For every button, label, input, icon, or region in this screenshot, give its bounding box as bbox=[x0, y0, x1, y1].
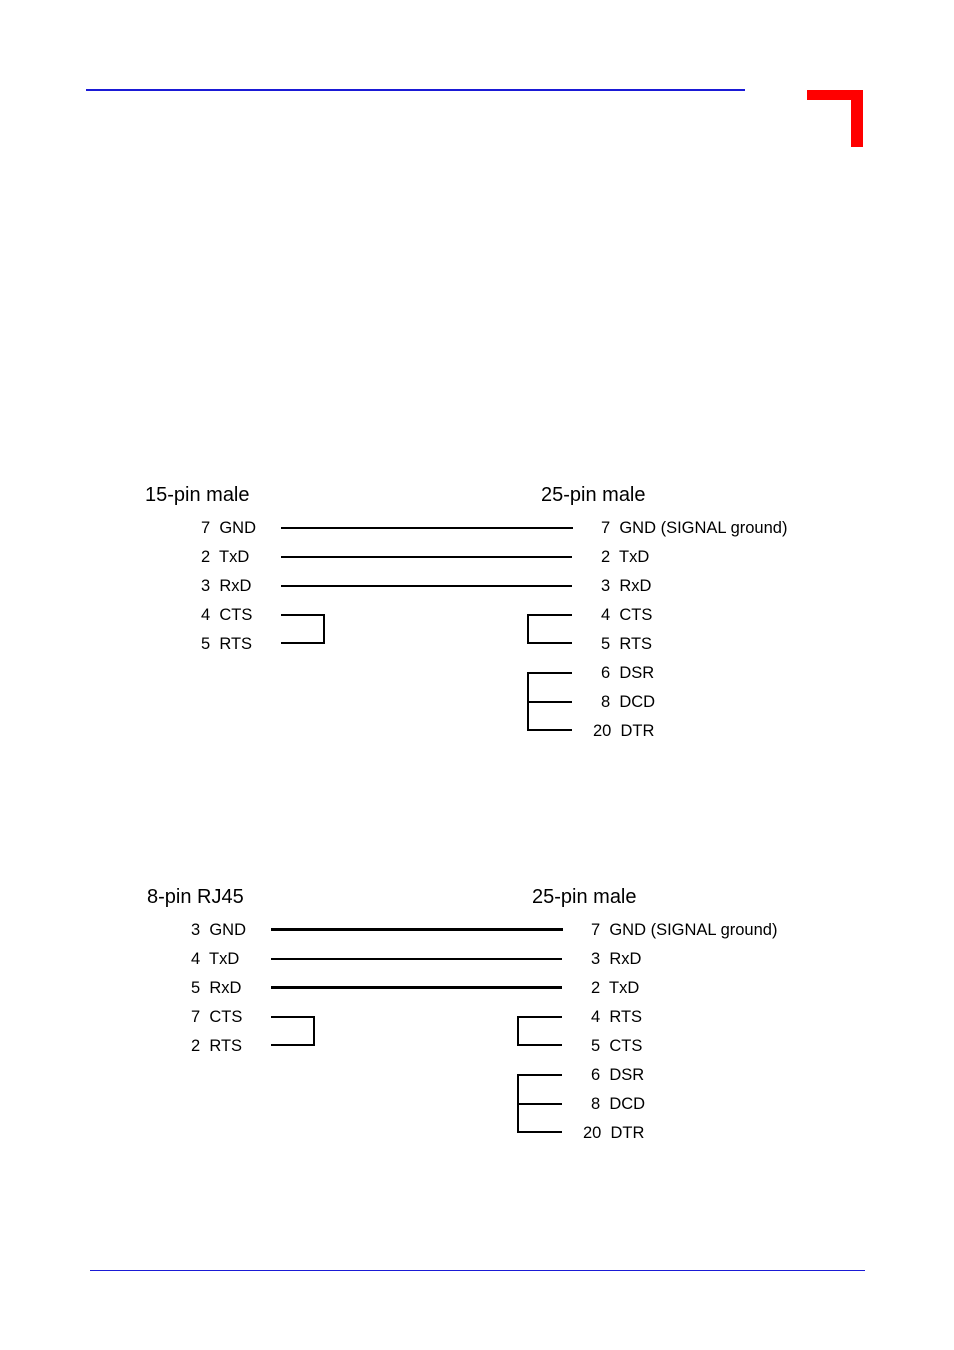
left-connector-header: 8-pin RJ45 bbox=[147, 886, 244, 908]
loopback-right-cts-rts bbox=[527, 614, 572, 644]
left-pin-label: 3 GND bbox=[191, 921, 247, 939]
left-pin-label: 2 RTS bbox=[191, 1037, 243, 1055]
right-pin-label: 7 GND (SIGNAL ground) bbox=[591, 921, 778, 939]
right-pin-label: 2 TxD bbox=[591, 979, 640, 997]
left-pin-label: 5 RxD bbox=[191, 979, 242, 997]
loopback-left bbox=[281, 614, 325, 644]
bottom-rule bbox=[90, 1270, 865, 1271]
wire-dcd-tap bbox=[527, 701, 572, 703]
right-pin-label: 20 DTR bbox=[593, 722, 655, 740]
right-connector-header: 25-pin male bbox=[541, 484, 646, 506]
wire-gnd bbox=[281, 527, 573, 529]
wire-rxd bbox=[271, 986, 562, 989]
wire-txd bbox=[271, 958, 562, 960]
right-pin-label: 4 CTS bbox=[601, 606, 653, 624]
left-pin-label: 3 RxD bbox=[201, 577, 252, 595]
right-connector-header: 25-pin male bbox=[532, 886, 637, 908]
left-pin-label: 2 TxD bbox=[201, 548, 250, 566]
left-connector-header: 15-pin male bbox=[145, 484, 250, 506]
left-pin-label: 4 CTS bbox=[201, 606, 253, 624]
right-pin-label: 8 DCD bbox=[601, 693, 656, 711]
right-pin-label: 20 DTR bbox=[583, 1124, 645, 1142]
right-pin-label: 3 RxD bbox=[591, 950, 642, 968]
loopback-right-rts-cts bbox=[517, 1016, 562, 1046]
right-pin-label: 6 DSR bbox=[591, 1066, 645, 1084]
right-pin-label: 2 TxD bbox=[601, 548, 650, 566]
loopback-left bbox=[271, 1016, 315, 1046]
wire-txd bbox=[281, 556, 572, 558]
right-pin-label: 7 GND (SIGNAL ground) bbox=[601, 519, 788, 537]
left-pin-label: 5 RTS bbox=[201, 635, 253, 653]
right-pin-label: 5 RTS bbox=[601, 635, 653, 653]
right-pin-label: 4 RTS bbox=[591, 1008, 643, 1026]
right-pin-label: 6 DSR bbox=[601, 664, 655, 682]
right-pin-label: 8 DCD bbox=[591, 1095, 646, 1113]
wire-rxd bbox=[281, 585, 572, 587]
wire-dcd-tap bbox=[517, 1103, 562, 1105]
right-pin-label: 3 RxD bbox=[601, 577, 652, 595]
left-pin-label: 7 CTS bbox=[191, 1008, 243, 1026]
left-pin-label: 4 TxD bbox=[191, 950, 240, 968]
wire-gnd bbox=[271, 928, 563, 931]
left-pin-label: 7 GND bbox=[201, 519, 257, 537]
right-pin-label: 5 CTS bbox=[591, 1037, 643, 1055]
